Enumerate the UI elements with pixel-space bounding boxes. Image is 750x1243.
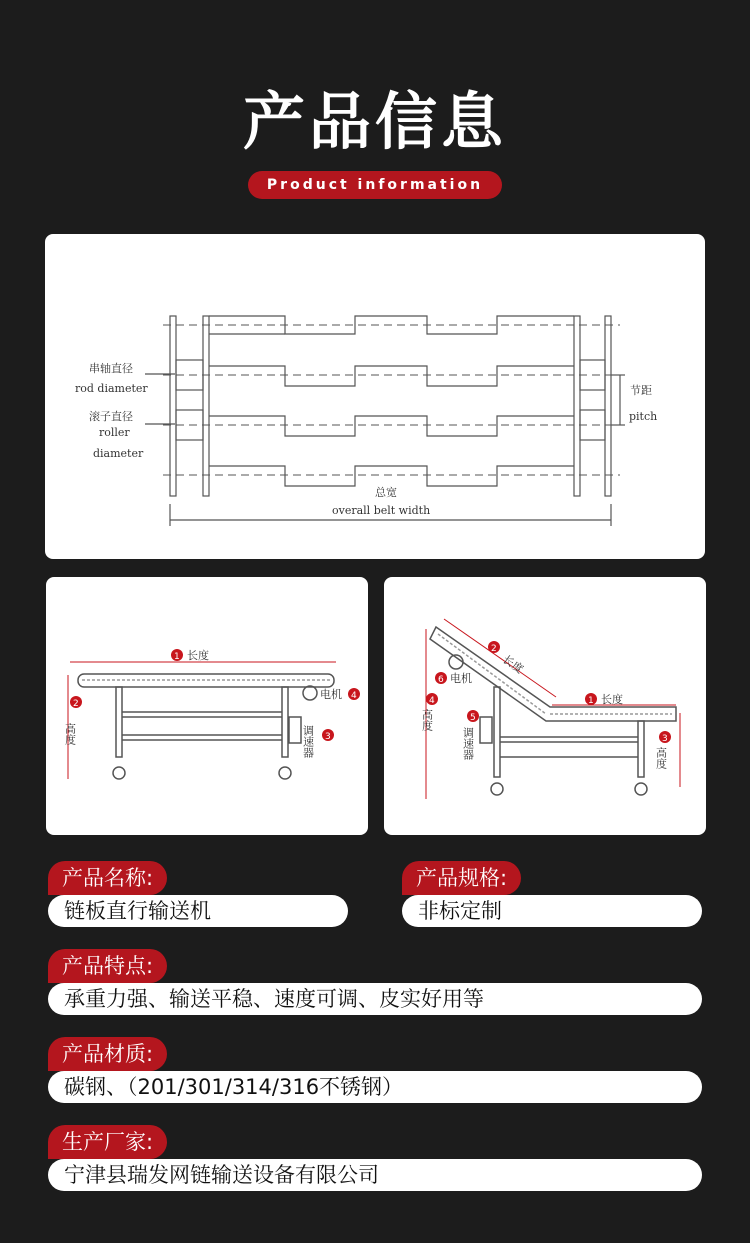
page-title: 产品信息 bbox=[242, 85, 507, 158]
r-label-length2-number: 2 bbox=[491, 644, 497, 654]
r-label-height2-number: 4 bbox=[429, 696, 435, 706]
straight-conveyor-diagram bbox=[46, 577, 368, 835]
product-material-label: 产品材质: bbox=[48, 1037, 167, 1071]
manufacturer-value: 宁津县瑞发网链输送设备有限公司 bbox=[48, 1159, 702, 1191]
page-subtitle: Product information bbox=[248, 171, 502, 199]
r-label-height2: 高度 bbox=[420, 709, 434, 731]
label-motor-number: 4 bbox=[351, 691, 357, 701]
overall-width-en: overall belt width bbox=[332, 504, 431, 517]
product-spec-value: 非标定制 bbox=[402, 895, 702, 927]
label-speed: 调速器 bbox=[301, 725, 315, 758]
label-motor: 电机 bbox=[320, 688, 342, 701]
r-label-height-number: 3 bbox=[662, 734, 668, 744]
r-label-length-number: 1 bbox=[588, 696, 594, 706]
r-label-motor-number: 6 bbox=[438, 675, 444, 685]
r-label-height: 高度 bbox=[654, 747, 668, 769]
manufacturer-label: 生产厂家: bbox=[48, 1125, 167, 1159]
label-height-number: 2 bbox=[73, 699, 79, 709]
roller-diameter-en1: roller bbox=[99, 426, 130, 439]
r-label-speed-number: 5 bbox=[470, 713, 476, 723]
product-feature-label: 产品特点: bbox=[48, 949, 167, 983]
straight-conveyor-diagram-card bbox=[46, 577, 368, 835]
r-label-motor: 电机 bbox=[450, 672, 472, 685]
roller-diameter-en2: diameter bbox=[93, 447, 144, 460]
label-length-number: 1 bbox=[174, 652, 180, 662]
label-height: 高度 bbox=[63, 723, 77, 745]
pitch-en: pitch bbox=[629, 410, 658, 423]
rod-diameter-cn: 串轴直径 bbox=[89, 362, 133, 375]
product-name-label: 产品名称: bbox=[48, 861, 167, 895]
product-material-value: 碳钢、（201/301/314/316不锈钢） bbox=[48, 1071, 702, 1103]
product-feature-value: 承重力强、输送平稳、速度可调、皮实好用等 bbox=[48, 983, 702, 1015]
label-speed-number: 3 bbox=[325, 732, 331, 742]
pitch-cn: 节距 bbox=[630, 384, 652, 397]
product-spec-label: 产品规格: bbox=[402, 861, 521, 895]
rod-diameter-en: rod diameter bbox=[75, 382, 148, 395]
inclined-conveyor-diagram-card bbox=[384, 577, 706, 835]
overall-width-cn: 总宽 bbox=[375, 486, 397, 499]
chain-plate-diagram bbox=[45, 234, 705, 559]
inclined-conveyor-diagram bbox=[384, 577, 706, 835]
roller-diameter-cn: 滚子直径 bbox=[89, 410, 133, 423]
label-length: 长度 bbox=[187, 649, 209, 662]
r-label-length2: 长度 bbox=[500, 652, 526, 677]
chain-plate-diagram-card bbox=[45, 234, 705, 559]
r-label-speed: 调速器 bbox=[461, 727, 475, 760]
product-name-value: 链板直行输送机 bbox=[48, 895, 348, 927]
r-label-length: 长度 bbox=[601, 693, 623, 706]
